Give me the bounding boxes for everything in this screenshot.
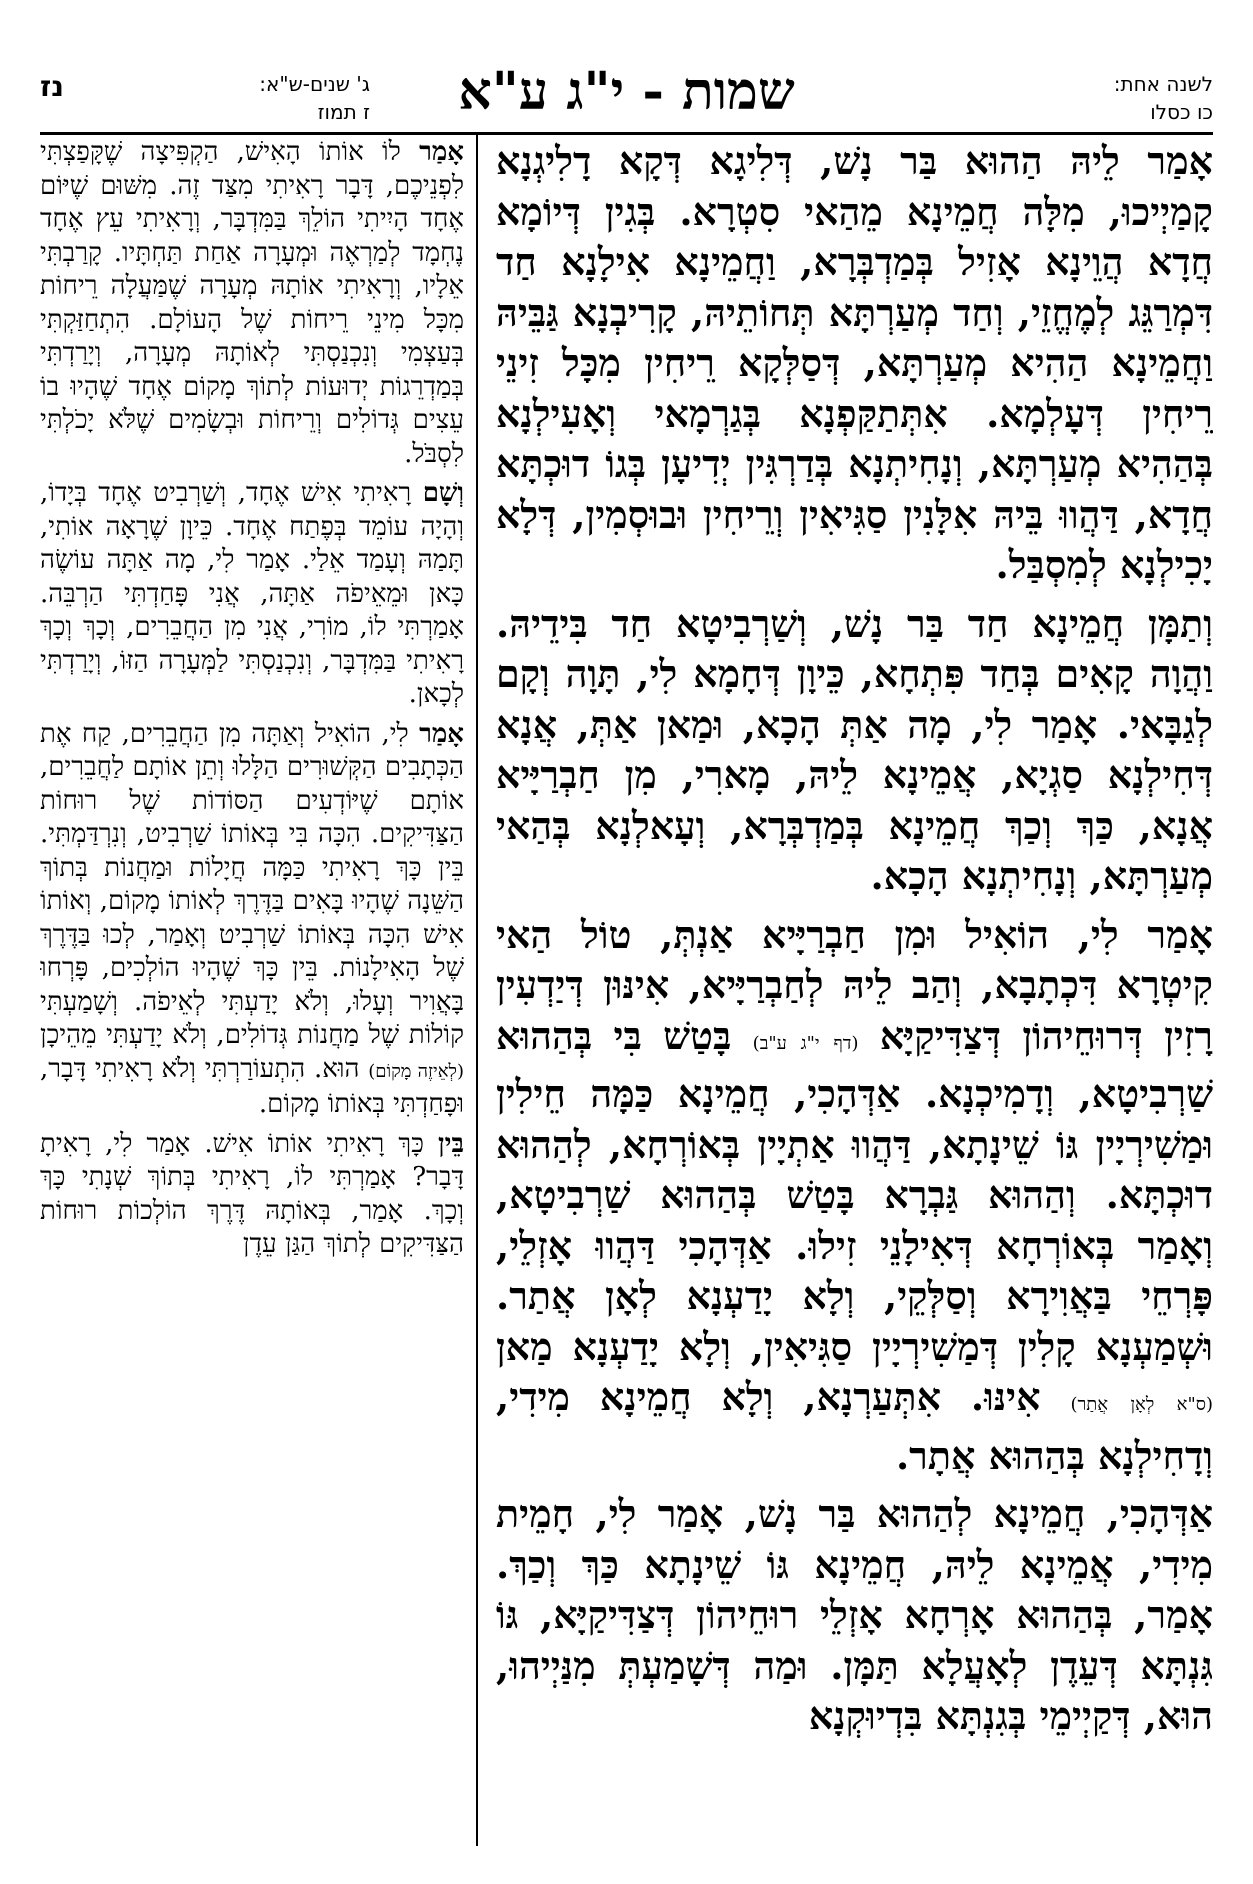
aramaic-column (496, 136, 1213, 1842)
translation-text: כָּךְ רָאִיתִי אוֹתוֹ אִישׁ. אָמַר לִי, רָאִיתָ דָּבָר? אָמַרְתִּי לוֹ, רָאִיתִי בְּתוֹךְ שְׁנָתִי כָּךְ וְכָךְ. אָמַר, בְּאוֹתָהּ דֶּרֶךְ הוֹלְכוֹת רוּחוֹת הַצַּדִּיקִים לְתוֹךְ הַגַּן עֵדֶן (40, 1128, 464, 1259)
translation-text: לוֹ אוֹתוֹ הָאִישׁ, הַקְפִּיצָה שֶׁקָּפַצְתִּי לִפְנֵיכֶם, דָּבָר רָאִיתִי מִצַּד זֶה. מִשּׁוּם שֶׁיּוֹם אֶחָד הָיִיתִי הוֹלֵךְ בַּמִּדְבָּר, וְרָאִיתִי עֵץ אֶחָד נֶחְמָד לְמַרְאֶה וּמְעָרָה אַחַת תַּחְתָּיו. קָרַבְתִּי אֵלָיו, וְרָאִיתִי אוֹתָהּ מְעָרָה שֶׁמַּעֲלָה רֵיחוֹת מִכָּל מִינֵי רֵיחוֹת שֶׁל הָעוֹלָם. הִתְחַזַּקְתִּי בְּעַצְמִי וְנִכְנַסְתִּי לְאוֹתָהּ מְעָרָה, וְיָרַדְתִּי בְּמַדְרֵגוֹת יְדוּעוֹת לְתוֹךְ מָקוֹם אֶחָד שֶׁהָיוּ בוֹ עֵצִים גְּדוֹלִים וְרֵיחוֹת וּבְשָׂמִים שֶׁלֹּא יָכֹלְתִּי לִסְבֹּל. (40, 137, 464, 469)
translation-text: לִי, הוֹאִיל וְאַתָּה מִן הַחֲבֵרִים, קַח אֶת הַכְּתָבִים הַקְּשׁוּרִים הַלָּלוּ וְתֵן אוֹתָם לַחֲבֵרִים, אוֹתָם שֶׁיּוֹדְעִים הַסּוֹדוֹת שֶׁל רוּחוֹת הַצַּדִּיקִים. הִכָּה בִּי בְּאוֹתוֹ שַׁרְבִיט, וְנִרְדַּמְתִּי. בֵּין כָּךְ רָאִיתִי כַּמָּה חֲיָלוֹת וּמַחֲנוֹת בְּתוֹךְ הַשֵּׁנָה שֶׁהָיוּ בָּאִים בַּדֶּרֶךְ לְאוֹתוֹ מָקוֹם, וְאוֹתוֹ אִישׁ הִכָּה בְּאוֹתוֹ שַׁרְבִיט וְאָמַר, לְכוּ בַּדֶּרֶךְ שֶׁל הָאִילָנוֹת. בֵּין כָּךְ שֶׁהָיוּ הוֹלְכִים, פָּרְחוּ בָּאֲוִיר וְעָלוּ, וְלֹא יָדַעְתִּי לְאֵיפֹה. וְשָׁמַעְתִּי קוֹלוֹת שֶׁל מַחֲנוֹת גְּדוֹלִים, וְלֹא יָדַעְתִּי מֵהֵיכָן (40, 718, 464, 1050)
translation-paragraph (40, 1128, 464, 1262)
variant-note: (ס"א לְאָן אֲתַר) (1070, 1394, 1213, 1415)
main-paragraph: אָמַר לֵיהּ הַהוּא בַּר נָשׁ, דְּלִיגָא דְּקָא דָלִיגְנָא קָמַיְיכוּ, מִלָּה חֲמֵינָא מֵהַאי סִטְרָא. בְּגִין דְּיוֹמָא חֲדָא הֲוֵינָא אָזִיל בְּמַדְבְּרָא, וַחֲמֵינָא אִילָנָא חַד דִּמְרַגֵּג לְמֶחֱזֵי, וְחַד מְעַרְתָּא תְּחוֹתֵיהּ, קָרִיבְנָא גַּבֵּיהּ וַחֲמֵינָא הַהִיא מְעַרְתָּא, דְּסַלְּקָא רֵיחִין מִכָּל זִינֵי רֵיחִין דְּעָלְמָא. אִתְּתַקַּפְנָא בְּגַרְמָאי וְאָעִילְנָא בְּהַהִיא מְעַרְתָּא, וְנָחִיתְנָא בְּדַרְגִּין יְדִיעָן בְּגוֹ דוּכְתָּא חֲדָא, דַּהֲווּ בֵּיהּ אִלָּנִין סַגִּיאִין וְרֵיחִין וּבוּסְמִין, דְּלָא יָכִילְנָא לְמִסְבַּל. (496, 138, 1213, 587)
translation-paragraph (40, 477, 464, 712)
header-right-line1: לשנה אחת: (1113, 72, 1213, 96)
main-paragraph: וְתַמָּן חֲמֵינָא חַד בַּר נָשׁ, וְשַׁרְבִיטָא חַד בִּידֵיהּ. וַהֲוָה קָאִים בְּחַד פִּתְחָא, כֵּיוָן דְּחָמָא לִי, תָּוָה וְקָם לְגַבָּאי. אָמַר לִי, מָה אַתְּ הָכָא, וּמַאן אַתְּ, אֲנָא דְּחִילְנָא סַגְיָא, אֲמֵינָא לֵיהּ, מָארִי, מִן חַבְרַיָּיא אֲנָא, כַּךְ וְכַךְ חֲמֵינָא בְּמַדְבְּרָא, וְעָאלְנָא בְּהַאי מְעַרְתָּא, וְנָחִיתְנָא הָכָא. (496, 600, 1213, 898)
header-divider (40, 132, 1213, 135)
header-right-line2: כו כסלו (1150, 100, 1213, 124)
header-left-schedule (259, 70, 370, 126)
opening-word: אָמַר (419, 718, 464, 749)
main-paragraph: אַדְּהָכִי, חֲמֵינָא לְהַהוּא בַּר נָשׁ, אָמַר לִי, חָמֵית מִידִי, אֲמֵינָא לֵיהּ, חֲמֵינָא גּוֹ שֵׁינָתָא כַּךְ וְכַךְ. אָמַר, בְּהַהוּא אָרְחָא אָזְלֵי רוּחֵיהוֹן דְּצַדִּיקַיָּא, גּוֹ גִּנְתָּא דְּעֵדֶן לְאָעֲלָא תַּמָּן. וּמַה דְּשָׁמַעְתְּ מִנַּיְיהוּ, הוּא, דְּקַיְימֵי בְּגִנְתָּא בִּדְיוּקְנָא (496, 1491, 1213, 1738)
main-text: בָּטַשׁ בִּי בְּהַהוּא שַׁרְבִיטָא, וְדָמִיכְנָא. אַדְּהָכִי, חֲמֵינָא כַּמָּה חֵילִין וּמַשִׁירְיָין גּוֹ שֵׁינָתָא, דַּהֲווּ אַתְיָין בְּאוֹרְחָא, לְהַהוּא דוּכְתָּא. וְהַהוּא גַּבְרָא בָּטַשׁ בְּהַהוּא שַׁרְבִיטָא, וְאָמַר בְּאוֹרְחָא דְּאִילָנֵי זִילוּ. אַדְּהָכִי דַּהֲווּ אָזְלֵי, פָּרְחֵי בַּאֲוִירָא וְסַלְּקֵי, וְלָא יָדַעְנָא לְאָן אֲתַר. וּשְׁמַעְנָא קָלִין דְּמַשִׁירְיָין סַגִּיאִין, וְלָא יָדַעְנָא מַאן (496, 1012, 1213, 1369)
translation-paragraph (40, 718, 464, 1122)
header-left-line1: ג' שנים-ש"א: (259, 72, 370, 96)
column-divider (476, 134, 478, 1846)
opening-word: בֵּין (438, 1128, 464, 1159)
page-title: שמות - י"ג ע"א (458, 61, 795, 122)
hebrew-translation-column (40, 136, 464, 1842)
main-text: אִינּוּ. אִתְּעַרְנָא, וְלָא חֲמֵינָא מִידִי, וְדָחִילְנָא בְּהַהוּא אֲתָר. (496, 1374, 1213, 1478)
variant-note: (לְאֵיזֶה מָקוֹם) (368, 1060, 464, 1082)
translation-text: רָאִיתִי אִישׁ אֶחָד, וְשַׁרְבִיט אֶחָד בְּיָדוֹ, וְהָיָה עוֹמֵד בְּפֶתַח אֶחָד. כֵּיוָן שֶׁרָאָה אוֹתִי, תָּמַהּ וְעָמַד אֵלַי. אָמַר לִי, מָה אַתָּה עוֹשֶׂה כָּאן וּמֵאֵיפֹה אַתָּה, אֲנִי פָּחַדְתִּי הַרְבֵּה. אָמַרְתִּי לוֹ, מוֹרִי, אֲנִי מִן הַחֲבֵרִים, וְכָךְ וְכָךְ רָאִיתִי בַּמִּדְבָּר, וְנִכְנַסְתִּי לַמְּעָרָה הַזּוֹ, וְיָרַדְתִּי לְכָאן. (40, 478, 464, 709)
page-number: נז (40, 70, 64, 103)
opening-word: אָמַר (419, 137, 464, 167)
page-reference: (דף י"ג ע"ב) (752, 1032, 859, 1054)
main-paragraph (496, 910, 1213, 1482)
translation-paragraph (40, 136, 464, 471)
main-text: אָמַר לִי, הוֹאִיל וּמִן חַבְרַיָּיא אַנְתְּ, טוֹל הַאי קִיטְרָא דִּכְתָבָא, וְהַב לֵיהּ לְחַבְרַיָּיא, אִינּוּן דְּיַדְעִין רָזִין דְּרוּחֵיהוֹן דְּצַדִּיקַיָּא (496, 911, 1213, 1058)
header-left-line2: ז תמוז (317, 100, 370, 124)
header-right-info (1114, 70, 1213, 126)
opening-word: וְשָׁם (422, 478, 464, 508)
translation-text: הוּא. הִתְעוֹרַרְתִּי וְלֹא רָאִיתִי דָּבָר, וּפָחַדְתִּי בְּאוֹתוֹ מָקוֹם. (40, 1053, 464, 1119)
running-header (40, 52, 1213, 132)
